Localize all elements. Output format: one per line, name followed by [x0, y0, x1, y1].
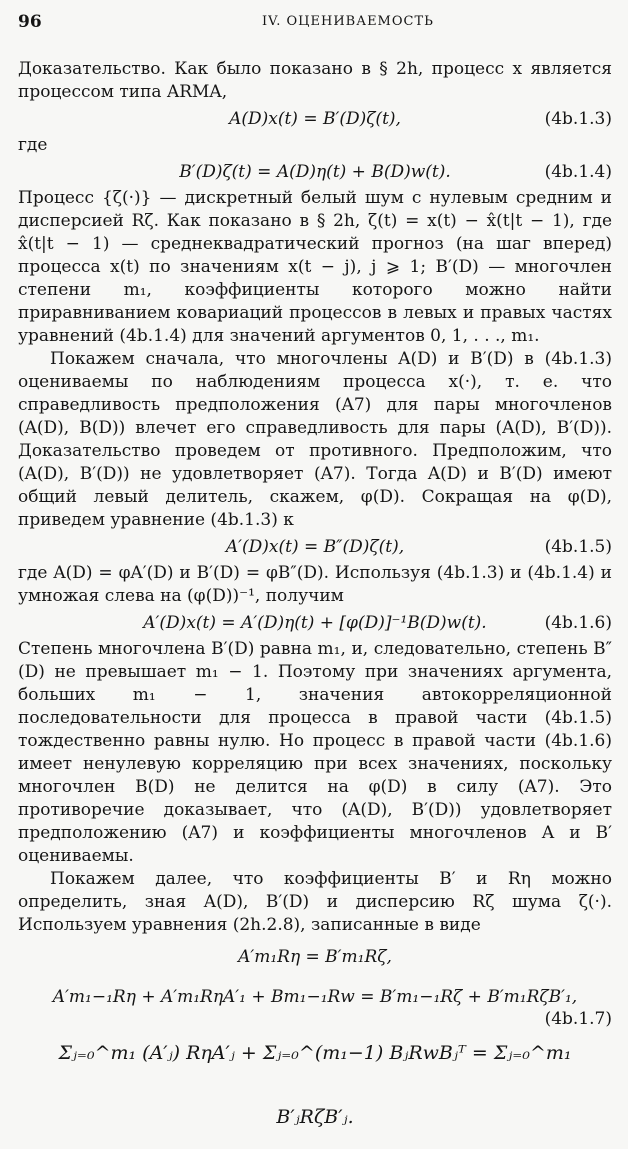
equation-formula: A′(D)x(t) = A′(D)η(t) + [φ(D)]⁻¹B(D)w(t). [143, 613, 487, 633]
text-where: где [18, 135, 48, 155]
page-number: 96 [18, 12, 42, 32]
equation-number: (4b.1.6) [544, 613, 612, 633]
equation-number: (4b.1.3) [544, 109, 612, 129]
equation-formula: Σⱼ₌₀^m₁ (A′ⱼ) RηA′ⱼ + Σⱼ₌₀^(m₁−1) BⱼRwBⱼᵀ = Σⱼ₌₀^m₁ B′ⱼRζB′ⱼ. [58, 1042, 572, 1128]
equation-system-line-1 [18, 937, 612, 977]
page-body [18, 58, 612, 1128]
equation-formula: B′(D)ζ(t) = A(D)η(t) + B(D)w(t). [179, 162, 451, 182]
paragraph-white-noise: Процесс {ζ(·)} — дискретный белый шум с нулевым средним и дисперсией Rζ. Как показано в § 2h, ζ(t) = x(t) − x̂(t|t − 1), где x̂(t|t − 1) — среднеквадратический прогноз (на шаг вперед) процесса x(t) по значениям x(t − j), j ⩾ 1; B′(D) — многочлен степени m₁, коэффициенты которого можно найти приравниванием ковариаций процессов в левых и правых частях уравнений (4b.1.4) для значений аргументов 0, 1, . . ., m₁. [18, 188, 612, 346]
equation-formula: A′m₁Rη = B′m₁Rζ, [238, 947, 392, 967]
equation-formula: A(D)x(t) = B′(D)ζ(t), [229, 109, 401, 129]
equation-4b-1-4 [18, 157, 612, 187]
equation-number: (4b.1.7) [544, 1009, 612, 1029]
equation-formula: A′(D)x(t) = B″(D)ζ(t), [225, 537, 405, 557]
paragraph-coefficients: Покажем далее, что коэффициенты B′ и Rη можно определить, зная A(D), B′(D) и дисперсию Rζ шума ζ(·). Используем уравнения (2h.2.8), записанные в виде [18, 869, 612, 935]
equation-system-sum [18, 1017, 612, 1128]
equation-4b-1-5 [18, 532, 612, 562]
paragraph-contradiction: Степень многочлена B′(D) равна m₁, и, следовательно, степень B″(D) не превышает m₁ − 1. Поэтому при значениях аргумента, больших m₁ − 1, значения автокорреляционной последовательности для процесса в правой части (4b.1.5) тождественно равны нулю. Но процесс в правой части (4b.1.6) имеет ненулевую корреляцию при всех значениях, поскольку многочлен B(D) не делится на φ(D) в силу (A7). Это противоречие доказывает, что (A(D), B′(D)) удовлетворяет предположению (A7) и коэффициенты многочленов A и B′ оцениваемы. [18, 639, 612, 866]
equation-number: (4b.1.4) [544, 162, 612, 182]
chapter-title: IV. ОЦЕНИВАЕМОСТЬ [262, 14, 434, 29]
paragraph-proof-intro: Доказательство. Как было показано в § 2h, процесс x является процессом типа ARMA, [18, 59, 612, 102]
paragraph-where-phi: где A(D) = φA′(D) и B′(D) = φB″(D). Используя (4b.1.3) и (4b.1.4) и умножая слева на (φ(D))⁻¹, получим [18, 563, 612, 606]
equation-formula: A′m₁−₁Rη + A′m₁RηA′₁ + Bm₁−₁Rw = B′m₁−₁Rζ + B′m₁RζB′₁, [52, 987, 578, 1007]
equation-4b-1-3 [18, 104, 612, 134]
paragraph-estimability: Покажем сначала, что многочлены A(D) и B′(D) в (4b.1.3) оцениваемы по наблюдениям процесса x(·), т. е. что справедливость предположения (A7) для пары многочленов (A(D), B(D)) влечет его справедливость для пары (A(D), B′(D)). Доказательство проведем от противного. Предположим, что (A(D), B′(D)) не удовлетворяет (A7). Тогда A(D) и B′(D) имеют общий левый делитель, скажем, φ(D). Сокращая на φ(D), приведем уравнение (4b.1.3) к [18, 349, 612, 530]
running-header [0, 10, 628, 34]
equation-4b-1-6 [18, 608, 612, 638]
equation-number: (4b.1.5) [544, 537, 612, 557]
equation-4b-1-7 [18, 977, 612, 1029]
